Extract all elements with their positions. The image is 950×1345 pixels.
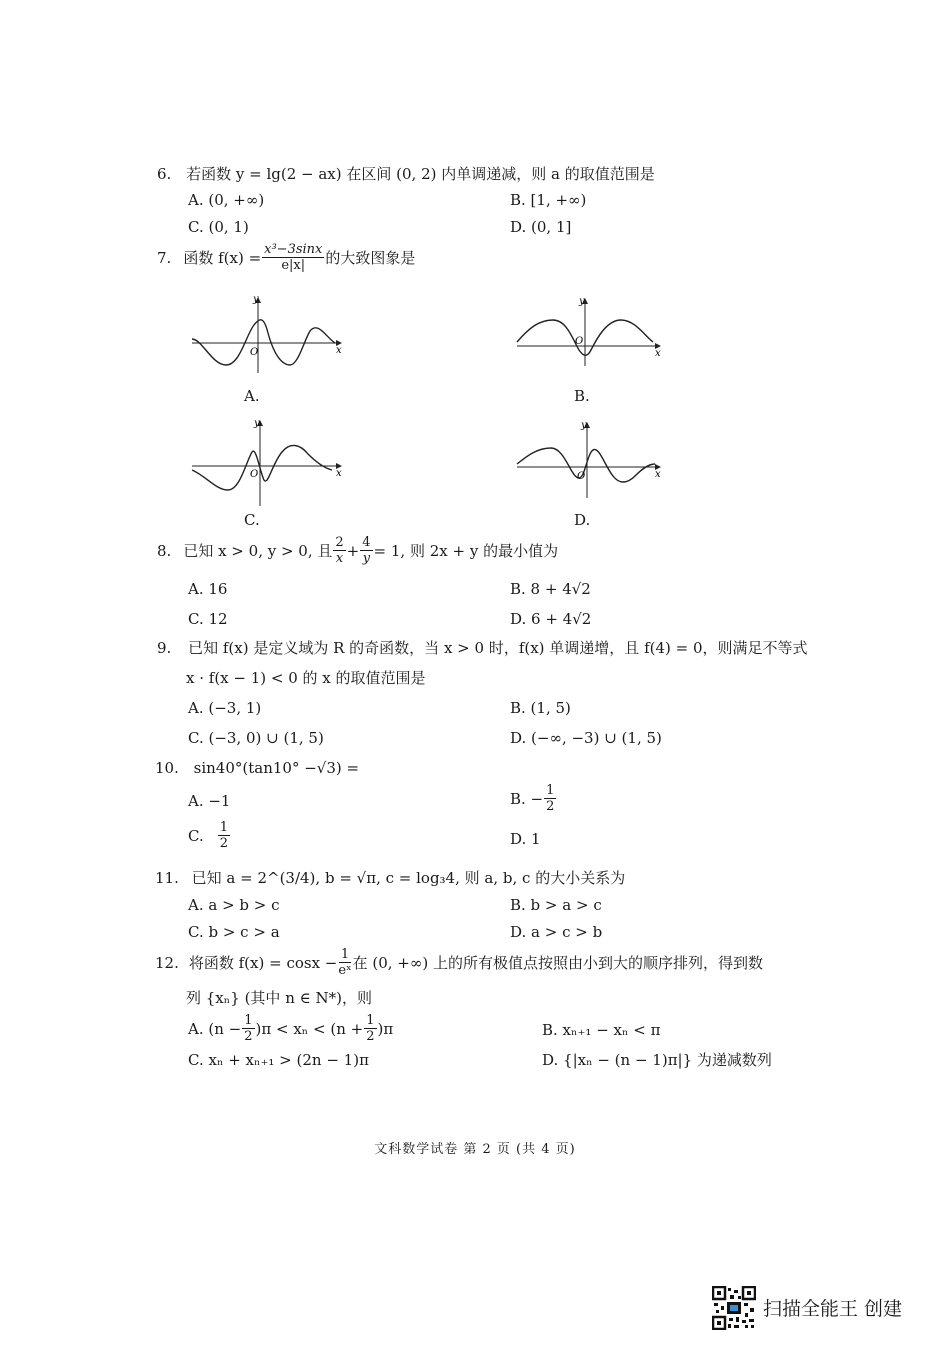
q12-option-a-f1-den: 2 — [244, 1029, 253, 1044]
q9-option-d: D. (−∞, −3) ∪ (1, 5) — [510, 729, 662, 747]
graph-d-label: D. — [574, 511, 591, 529]
q9-text-line2: x · f(x − 1) < 0 的 x 的取值范围是 — [186, 669, 426, 687]
graph-a-label: A. — [244, 387, 260, 405]
q12-stem — [155, 948, 763, 977]
q10-option-b-num: 1 — [546, 783, 555, 798]
q11-option-b: B. b > a > c — [510, 896, 602, 914]
q7-frac-den: e|x| — [281, 258, 306, 273]
q12-option-d: D. {|xₙ − (n − 1)π|} 为递减数列 — [542, 1051, 772, 1069]
q12-option-a-frac-2 — [364, 1014, 376, 1043]
graph-b-y-label: y — [579, 296, 585, 307]
q6-option-d: D. (0, 1] — [510, 218, 572, 236]
graph-c-x-label: x — [336, 468, 342, 479]
q12-number: 12. — [155, 953, 179, 972]
q7-text-pre: 函数 f(x) = — [183, 248, 262, 267]
q7-frac-num: x³−3sinx — [264, 242, 323, 257]
graph-a-x-label: x — [336, 345, 342, 356]
q12-text-post: 在 (0, +∞) 上的所有极值点按照由小到大的顺序排列，得到数 — [352, 953, 763, 972]
q8-frac-1-den: x — [335, 551, 344, 566]
q7-fraction — [262, 243, 324, 272]
graph-a-origin: O — [250, 347, 259, 358]
q6-text: 若函数 y = lg(2 − ax) 在区间 (0, 2) 内单调递减，则 a 的取值范围是 — [186, 165, 655, 183]
graph-d-origin: O — [577, 471, 586, 482]
q6-option-a: A. (0, +∞) — [188, 191, 265, 209]
q11-stem — [155, 868, 625, 888]
q8-number: 8. — [157, 541, 172, 560]
graph-c-y-label: y — [254, 418, 260, 429]
q10-option-d: D. 1 — [510, 830, 541, 848]
q10-option-b — [510, 784, 557, 813]
q8-option-d: D. 6 + 4√2 — [510, 610, 592, 628]
q8-frac-2 — [360, 536, 372, 565]
q12-option-c: C. xₙ + xₙ₊₁ > (2n − 1)π — [188, 1051, 369, 1069]
q8-text-pre: 已知 x > 0, y > 0, 且 — [183, 541, 333, 560]
q6-number: 6. — [157, 165, 172, 183]
graph-d-y-label: y — [581, 420, 587, 431]
q11-text: 已知 a = 2^(3/4), b = √π, c = log₃4, 则 a, b, c 的大小关系为 — [191, 869, 626, 887]
graph-d-x-label: x — [655, 469, 661, 480]
q8-option-c: C. 12 — [188, 610, 228, 628]
q10-option-c-pre: C. — [188, 826, 204, 845]
q9-text-line1: 已知 f(x) 是定义域为 R 的奇函数，当 x > 0 时，f(x) 单调递增，且 f(4) = 0，则满足不等式 — [188, 639, 808, 657]
q10-option-a: A. −1 — [188, 792, 231, 810]
q8-frac-2-den: y — [362, 551, 371, 566]
q10-option-b-pre: B. − — [510, 789, 544, 808]
q8-plus: + — [346, 541, 360, 560]
q10-number: 10. — [155, 759, 179, 777]
q10-option-b-frac — [544, 784, 556, 813]
q10-option-c — [188, 821, 231, 850]
q8-text-post: = 1, 则 2x + y 的最小值为 — [373, 541, 559, 560]
graph-c — [190, 418, 345, 508]
q12-frac-num: 1 — [340, 947, 350, 962]
q12-option-a-mid: )π < xₙ < (n + — [255, 1019, 364, 1038]
graph-a-y-label: y — [253, 294, 259, 305]
q12-option-a-f1-num: 1 — [244, 1013, 253, 1028]
q12-option-a-f2-num: 1 — [366, 1013, 375, 1028]
q11-option-c: C. b > c > a — [188, 923, 280, 941]
q12-option-a — [188, 1014, 393, 1043]
graph-d — [515, 420, 670, 500]
graph-b-x-label: x — [655, 348, 661, 359]
q10-stem — [155, 758, 359, 778]
q12-option-a-post: )π — [377, 1019, 394, 1038]
q12-fraction — [338, 948, 351, 977]
page-footer: 文科数学试卷 第 2 页 (共 4 页) — [374, 1142, 576, 1157]
q12-text-pre: 将函数 f(x) = cosx − — [188, 953, 338, 972]
graph-b-label: B. — [574, 387, 590, 405]
q12-frac-den: eˣ — [338, 963, 352, 978]
q9-option-b: B. (1, 5) — [510, 699, 571, 717]
q12-option-a-pre: A. (n − — [188, 1019, 242, 1038]
q7-stem — [157, 243, 415, 272]
q9-option-c: C. (−3, 0) ∪ (1, 5) — [188, 729, 324, 747]
q9-option-a: A. (−3, 1) — [188, 699, 262, 717]
q12-option-a-f2-den: 2 — [366, 1029, 375, 1044]
q12-option-b: B. xₙ₊₁ − xₙ < π — [542, 1021, 661, 1039]
q6-option-c: C. (0, 1) — [188, 218, 249, 236]
q8-frac-2-num: 4 — [362, 535, 371, 550]
q11-number: 11. — [155, 869, 179, 887]
camscanner-watermark: 扫描全能王 创建 — [763, 1298, 903, 1320]
qr-code-icon — [712, 1286, 756, 1330]
q8-option-a: A. 16 — [188, 580, 228, 598]
q11-option-d: D. a > c > b — [510, 923, 603, 941]
q8-frac-1-num: 2 — [335, 535, 344, 550]
graph-b-origin: O — [575, 336, 584, 347]
q8-option-b: B. 8 + 4√2 — [510, 580, 591, 598]
q8-stem — [157, 536, 558, 565]
q12-option-a-frac-1 — [242, 1014, 254, 1043]
q8-frac-1 — [333, 536, 345, 565]
q10-option-b-den: 2 — [546, 799, 555, 814]
q10-option-c-num: 1 — [219, 820, 228, 835]
q7-number: 7. — [157, 248, 172, 267]
graph-a — [190, 295, 345, 375]
q10-text: sin40°(tan10° −√3) = — [193, 759, 360, 777]
q10-option-c-den: 2 — [219, 836, 228, 851]
graph-c-origin: O — [250, 469, 259, 480]
q10-option-c-frac — [218, 821, 230, 850]
q7-text-post: 的大致图象是 — [325, 248, 416, 267]
q9-number: 9. — [157, 639, 172, 657]
graph-c-label: C. — [244, 511, 260, 529]
q6-option-b: B. [1, +∞) — [510, 191, 587, 209]
q9-stem — [157, 638, 808, 658]
q11-option-a: A. a > b > c — [188, 896, 280, 914]
graph-b — [515, 298, 670, 368]
q12-text-line2: 列 {xₙ} (其中 n ∈ N*)，则 — [186, 989, 372, 1007]
q6-stem — [157, 164, 655, 184]
